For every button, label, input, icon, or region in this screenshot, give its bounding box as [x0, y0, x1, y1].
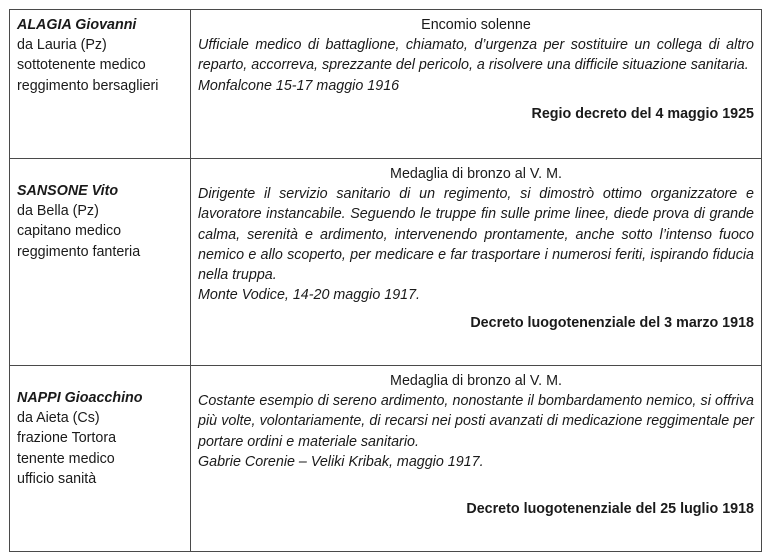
award-citation: Dirigente il servizio sanitario di un regimento, si dimostrò ottimo organizzatore e lavoratore instancabile. Seguendo le truppe fin sulle prime linee, diede prova di grande calma, serenità e ardimento, intervenendo prontamente, anche sotto l’intenso fuoco nemico e allo scoperto, per medicare e far trasportare i numerosi feriti, ispirando fiducia nella truppa. — [198, 186, 754, 284]
person-origin: da Aieta (Cs) — [17, 410, 100, 427]
table-row — [10, 159, 762, 366]
table-row — [10, 10, 762, 159]
award-cell — [191, 10, 762, 159]
honors-table — [9, 9, 762, 552]
person-origin: da Lauria (Pz) — [17, 37, 107, 54]
award-title: Encomio solenne — [421, 17, 531, 33]
person-unit: reggimento fanteria — [17, 243, 141, 260]
award-place-date: Gabrie Corenie – Veliki Kribak, maggio 1917. — [198, 453, 484, 470]
award-citation: Ufficiale medico di battaglione, chiamato, d’urgenza per sostituire un collega di altro reparto, accorreva, sprezzante del pericolo, a risolvere una difficile situazione sanitaria. — [198, 37, 754, 74]
award-decree: Decreto luogotenenziale del 3 marzo 1918 — [470, 315, 754, 332]
table-row — [10, 366, 762, 552]
person-cell — [10, 159, 191, 366]
person-name: ALAGIA Giovanni — [17, 17, 137, 33]
award-cell — [191, 366, 762, 552]
award-citation: Costante esempio di sereno ardimento, nonostante il bombardamento nemico, si offriva più volte, volontariamente, di recarsi nei posti avanzati di medicazione reggimentale per portare ordini e materiale sanitario. — [198, 393, 754, 450]
person-cell — [10, 10, 191, 159]
person-origin: da Bella (Pz) — [17, 203, 99, 220]
person-rank: tenente medico — [17, 450, 115, 467]
person-cell — [10, 366, 191, 552]
person-rank: sottotenente medico — [17, 57, 146, 74]
award-cell — [191, 159, 762, 366]
award-title: Medaglia di bronzo al V. M. — [390, 166, 562, 182]
person-name: SANSONE Vito — [17, 183, 119, 199]
award-title: Medaglia di bronzo al V. M. — [390, 373, 562, 389]
award-place-date: Monfalcone 15-17 maggio 1916 — [198, 77, 400, 94]
award-decree: Regio decreto del 4 maggio 1925 — [531, 105, 754, 122]
person-unit: ufficio sanità — [17, 470, 97, 487]
award-decree: Decreto luogotenenziale del 25 luglio 1918 — [466, 501, 754, 518]
person-unit: reggimento bersaglieri — [17, 77, 159, 94]
person-locality: frazione Tortora — [17, 430, 117, 447]
person-rank: capitano medico — [17, 223, 122, 240]
award-place-date: Monte Vodice, 14-20 maggio 1917. — [198, 287, 421, 304]
person-name: NAPPI Gioacchino — [17, 390, 143, 406]
